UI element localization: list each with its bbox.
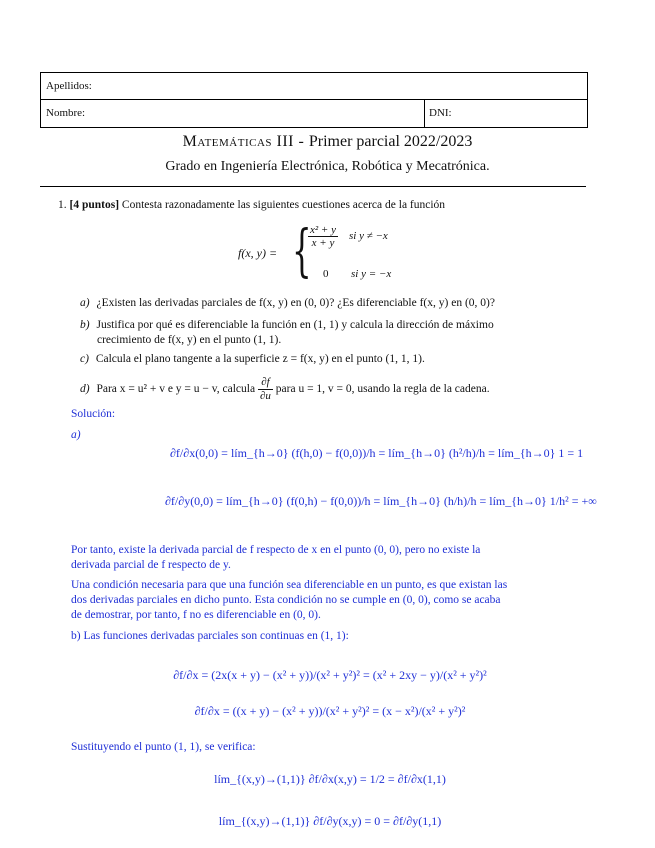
problem-statement (58, 198, 445, 213)
title-rule (40, 186, 586, 187)
question-a-text: ¿Existen las derivadas parciales de f(x, y) en (0, 0)? ¿Es diferenciable f(x, y) en (0, 0)? (96, 297, 495, 309)
question-c-text: Calcula el plano tangente a la superficie z = f(x, y) en el punto (1, 1, 1). (95, 353, 425, 365)
df-du-fraction: $\frac{\partial f}{\partial u}$ (259, 376, 271, 402)
solution-a-label: a) (71, 429, 81, 441)
box-divider (424, 100, 425, 127)
function-lhs: f(x, y) = (238, 246, 278, 260)
question-d-text-pre: Para x = u² + v e y = u − v, calcula (96, 383, 256, 396)
question-b-text1: Justifica por qué es diferenciable la función en (1, 1) y calcula la dirección de máximo (96, 319, 494, 331)
problem-points: [4 puntos] (69, 199, 120, 211)
problem-text: Contesta razonadamente las siguientes cuestiones acerca de la función (121, 199, 446, 211)
equation-3: ∂f/∂x = (2x(x + y) − (x² + y))/(x² + y²)² = (x² + 2xy − y)/(x² + y²)² (173, 668, 487, 682)
case2-condition: si y = −x (351, 268, 392, 280)
question-b (80, 318, 494, 333)
solution-p2-line2: dos derivadas parciales en dicho punto. Esta condición no se cumple en (0, 0), como se acaba (71, 594, 501, 606)
solution-p1-line2: derivada parcial de f respecto de y. (71, 559, 231, 571)
question-d-text-post: para u = 1, v = 0, usando la regla de la cadena. (275, 383, 490, 396)
equation-4: ∂f/∂x = ((x + y) − (x² + y))/(x² + y²)² = (x − x²)/(x² + y²)² (194, 704, 466, 718)
question-b-text2: crecimiento de f(x, y) en el punto (1, 1). (97, 334, 282, 346)
case2-value: 0 (323, 268, 329, 280)
case1-numerator: x² + y (310, 224, 336, 236)
left-brace: { (292, 219, 312, 284)
case1 (308, 224, 388, 249)
substitution-text: Sustituyendo el punto (1, 1), se verifica: (71, 741, 256, 753)
exam-title: Primer parcial 2022/2023 (308, 133, 473, 150)
case1-denominator: x + y (311, 237, 335, 249)
apellidos-row (41, 73, 587, 100)
degree-title: Grado en Ingeniería Electrónica, Robótica y Mecatrónica. (165, 159, 490, 174)
question-a (80, 296, 495, 311)
equation-6: lím_{(x,y)→(1,1)} ∂f/∂y(x,y) = 0 = ∂f/∂y(1,1) (218, 814, 442, 828)
case1-condition: si y ≠ −x (349, 230, 388, 243)
solution-heading: Solución: (71, 408, 116, 420)
course-title: Matemáticas III - (182, 133, 309, 150)
solution-p2-line3: de demostrar, por tanto, f no es diferenciable en (0, 0). (71, 609, 321, 621)
question-b-label: b) (80, 319, 90, 331)
question-d (80, 376, 490, 403)
equation-1: ∂f/∂x(0,0) = lím_{h→0} (f(h,0) − f(0,0))/h = lím_{h→0} (h²/h)/h = lím_{h→0} 1 = 1 (170, 446, 584, 460)
dni-label: DNI: (429, 107, 452, 119)
solution-b-text: b) Las funciones derivadas parciales son continuas en (1, 1): (71, 630, 349, 642)
apellidos-label: Apellidos: (46, 80, 92, 92)
solution-p2-line1: Una condición necesaria para que una función sea diferenciable en un punto, es que existan las (71, 579, 508, 591)
equation-5: lím_{(x,y)→(1,1)} ∂f/∂x(x,y) = 1/2 = ∂f/∂x(1,1) (214, 772, 446, 786)
question-d-label: d) (80, 383, 90, 396)
solution-p1-line1: Por tanto, existe la derivada parcial de f respecto de x en el punto (0, 0), pero no existe la (71, 544, 481, 556)
nombre-label: Nombre: (46, 107, 86, 119)
problem-number: 1. (58, 199, 67, 211)
question-c-label: c) (80, 353, 89, 365)
question-c (80, 352, 425, 367)
question-a-label: a) (80, 297, 90, 309)
page-title (0, 133, 655, 151)
equation-2: ∂f/∂y(0,0) = lím_{h→0} (f(0,h) − f(0,0))/h = lím_{h→0} (h/h)/h = lím_{h→0} 1/h² = +∞ (165, 494, 597, 508)
student-info-box (40, 72, 588, 128)
